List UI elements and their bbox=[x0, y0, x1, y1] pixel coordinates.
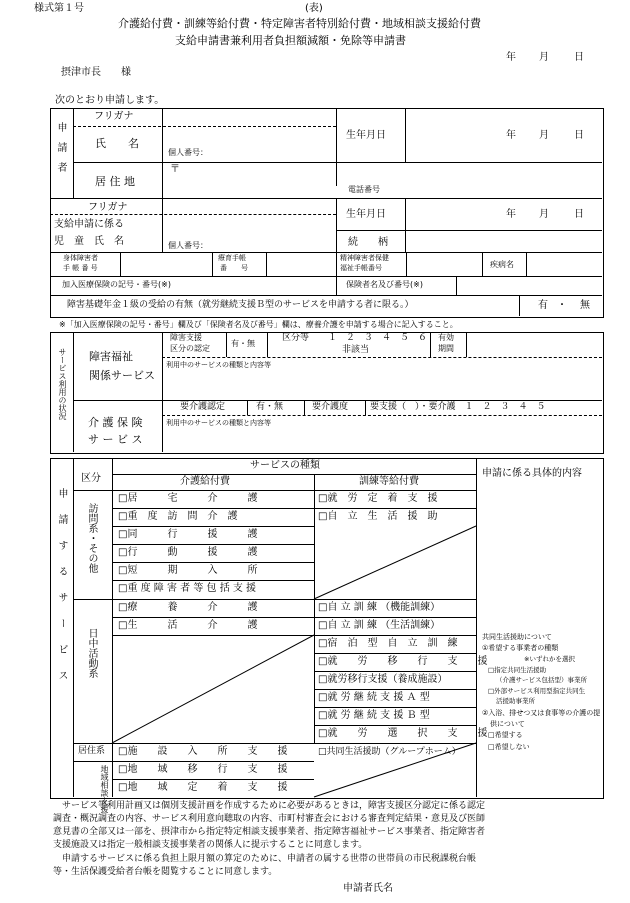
applicant-personal-no-label: 個人番号： bbox=[168, 148, 208, 157]
support-cert-label-2: 区分の認定 bbox=[170, 344, 210, 353]
child-birth-label: 生年月日 bbox=[346, 209, 386, 220]
kaigo-label-2: サ ー ビ ス bbox=[88, 433, 143, 446]
applicant-birth-day: 日 bbox=[574, 130, 584, 141]
consent-p1-line3: 意見書の全部又は一部を、摂津市から指定特定相談支援事業者、指定障害福祉サービス事業者、指定障害者 bbox=[53, 827, 486, 837]
child-personal-no-label: 個人番号： bbox=[168, 241, 208, 250]
service-checkbox-shuro-iko-yosei[interactable]: □ 就労移行支援（養成施設） bbox=[318, 675, 447, 685]
applicant-section-label: 申請者 bbox=[55, 122, 66, 182]
day-category-label: 日中活動系 bbox=[86, 628, 97, 678]
ryoiku-cert-label-2: 番 号 bbox=[220, 264, 248, 272]
detail-option-b-2: 活援助事業所 bbox=[496, 697, 535, 705]
services-side-label: 申請するサービス bbox=[56, 488, 67, 696]
pension-dot: ・ bbox=[557, 300, 567, 311]
pension-no: 無 bbox=[580, 300, 590, 311]
service-checkbox-seikatsu[interactable]: □ 生 活 介 護 bbox=[118, 621, 257, 631]
types-header: サービスの種類 bbox=[250, 460, 320, 471]
ryoiku-cert-label-1: 療育手帳 bbox=[218, 254, 246, 262]
postal-mark: 〒 bbox=[170, 164, 180, 175]
applicant-birth-year: 年 bbox=[506, 130, 516, 141]
support-cert-label-1: 障害支援 bbox=[170, 333, 202, 342]
support-cert-yes-no: 有・無 bbox=[231, 339, 255, 348]
care-cert-yes-no: 有・無 bbox=[256, 402, 284, 412]
welfare-label-1: 障害福祉 bbox=[89, 350, 133, 363]
side-label: (表) bbox=[305, 3, 323, 14]
service-checkbox-seikatsu-kunren[interactable]: □ 自 立 訓 練 （生活訓練） bbox=[318, 621, 440, 631]
child-relation-label: 続 柄 bbox=[348, 237, 388, 248]
kunren-header: 訓練等給付費 bbox=[359, 476, 419, 487]
care-level-label: 要介護度 bbox=[312, 402, 349, 412]
pension-yes: 有 bbox=[538, 300, 548, 311]
usage-side-label: サービス利用の状況 bbox=[58, 348, 67, 420]
insurer-label: 保険者名及び番号(※) bbox=[346, 280, 423, 289]
detail-item-1-note: ※いずれかを選択 bbox=[524, 655, 575, 663]
in-use-label-1: 利用中のサービスの種類と内容等 bbox=[166, 361, 271, 369]
detail-item-2: ②入浴、排せつ又は食事等の介護の提 bbox=[482, 709, 601, 717]
addressee: 摂津市長 様 bbox=[61, 67, 131, 78]
intro-text: 次のとおり申請します。 bbox=[55, 95, 165, 106]
care-cert-label: 要介護認定 bbox=[180, 402, 226, 412]
live-category-label: 居住系 bbox=[78, 746, 106, 756]
applicant-address-label: 居 住 地 bbox=[95, 175, 135, 188]
class-label: 区分等 bbox=[282, 333, 310, 343]
child-birth-day: 日 bbox=[574, 209, 584, 220]
detail-title: 共同生活援助について bbox=[482, 633, 552, 641]
class-values: １ ２ ３ ４ ５ ６ bbox=[328, 333, 428, 343]
service-checkbox-jiritsu-seikatsu[interactable]: □ 自 立 生 活 援 助 bbox=[318, 512, 437, 522]
child-birth-month: 月 bbox=[539, 209, 549, 220]
service-checkbox-keizoku-b[interactable]: □ 就 労 継 続 支 援 Ｂ 型 bbox=[318, 711, 430, 721]
in-use-label-2: 利用中のサービスの種類と内容等 bbox=[166, 419, 271, 427]
form-title-line2: 支給申請書兼利用者負担額減額・免除等申請書 bbox=[175, 34, 406, 47]
service-checkbox-ryoyo[interactable]: □ 療 養 介 護 bbox=[118, 603, 257, 613]
medical-ins-label: 加入医療保険の記号・番号(※) bbox=[62, 280, 171, 289]
applicant-furigana-label: フリガナ bbox=[94, 111, 134, 122]
detail-option-a-2: （介護サービス包括型）事業所 bbox=[496, 676, 587, 684]
service-checkbox-judo-homon[interactable]: □ 重 度 訪 問 介 護 bbox=[118, 512, 237, 522]
kaigo-label-1: 介 護 保 険 bbox=[88, 416, 143, 429]
community-category-label: 地域相談支援 bbox=[100, 765, 109, 813]
validity-label-2: 期間 bbox=[438, 344, 454, 353]
applicant-name-label: 氏 名 bbox=[95, 137, 139, 150]
phone-label: 電話番号 bbox=[348, 185, 380, 194]
date-day: 日 bbox=[574, 52, 584, 63]
child-birth-year: 年 bbox=[506, 209, 516, 220]
service-checkbox-shuro-iko[interactable]: □ 就 労 移 行 支 援 bbox=[318, 657, 487, 667]
consent-p2-line1: 申請するサービスに係る負担上限月額の算定のために、申請者の属する世帯の世帯員の市民税課税台帳 bbox=[62, 854, 477, 864]
physical-cert-label-1: 身体障害者 bbox=[63, 254, 98, 262]
service-checkbox-teichaku[interactable]: □ 地 域 定 着 支 援 bbox=[118, 783, 287, 793]
welfare-label-2: 関係サービス bbox=[89, 369, 155, 382]
service-checkbox-kodo[interactable]: □ 行 動 援 護 bbox=[118, 548, 257, 558]
detail-item-2-b: 供について bbox=[490, 720, 525, 728]
kubun-label: 区分 bbox=[81, 473, 101, 484]
applicant-birth-month: 月 bbox=[539, 130, 549, 141]
detail-item-1: ①希望する事業者の種類 bbox=[482, 644, 559, 652]
date-year: 年 bbox=[506, 52, 516, 63]
kaigo-header: 介護給付費 bbox=[180, 476, 230, 487]
signature-label: 申請者氏名 bbox=[343, 883, 393, 894]
service-checkbox-kyotaku[interactable]: □ 居 宅 介 護 bbox=[118, 494, 257, 504]
service-checkbox-shuro-sentaku[interactable]: □ 就 労 選 択 支 援 bbox=[318, 729, 487, 739]
service-checkbox-shuro-teichaku[interactable]: □ 就 労 定 着 支 援 bbox=[318, 494, 437, 504]
consent-p1-line2: 調査・概況調査の内容、サービス利用意向聴取の内容、市町村審査会における審査判定結果・意見及び医師 bbox=[53, 814, 486, 824]
service-checkbox-keizoku-a[interactable]: □ 就 労 継 続 支 援 Ａ 型 bbox=[318, 693, 430, 703]
service-checkbox-hokatsu[interactable]: □ 重 度 障 害 者 等 包 括 支 援 bbox=[118, 584, 256, 594]
service-checkbox-doko[interactable]: □ 同 行 援 護 bbox=[118, 530, 257, 540]
child-furigana-label: フリガナ bbox=[88, 202, 128, 213]
form-number: 様式第１号 bbox=[34, 3, 84, 14]
consent-p2-line2: 等・生活保護受給者台帳を閲覧することに同意します。 bbox=[53, 867, 278, 877]
not-applicable-label: 非該当 bbox=[342, 345, 370, 355]
detail-want-checkbox[interactable]: □ 希望する bbox=[488, 732, 523, 739]
content-header: 申請に係る具体的内容 bbox=[482, 468, 582, 479]
date-month: 月 bbox=[539, 52, 549, 63]
detail-option-b[interactable]: □ 外部サービス利用型指定共同生 bbox=[488, 688, 585, 695]
mental-cert-label-1: 精神障害者保健 bbox=[340, 254, 389, 262]
physical-cert-label-2: 手 帳 番 号 bbox=[63, 264, 98, 272]
disease-label: 疾病名 bbox=[490, 260, 514, 269]
service-checkbox-shisetsu[interactable]: □ 施 設 入 所 支 援 bbox=[118, 747, 287, 757]
service-checkbox-kino-kunren[interactable]: □ 自 立 訓 練 （機能訓練） bbox=[318, 603, 440, 613]
child-label-1: 支給申請に係る bbox=[54, 219, 124, 230]
validity-label-1: 有効 bbox=[438, 333, 454, 342]
detail-no-want-checkbox[interactable]: □ 希望しない bbox=[488, 744, 530, 751]
visit-category-label: 訪問系・その他 bbox=[86, 503, 97, 573]
service-checkbox-tanki[interactable]: □ 短 期 入 所 bbox=[118, 566, 257, 576]
support-level-values: 要支援（ ）・要介護 １ ２ ３ ４ ５ bbox=[370, 402, 546, 412]
pension-text: 障害基礎年金１級の受給の有無（就労継続支援Ｂ型のサービスを申請する者に限る。） bbox=[67, 300, 414, 310]
consent-p1-line4: 支援施設又は指定一般相談支援事業者の関係人に提示することに同意します。 bbox=[53, 840, 368, 850]
consent-p1-line1: サービス等利用計画又は個別支援計画を作成するために必要があるときは，障害支援区分認定に係る認定 bbox=[62, 801, 486, 811]
service-checkbox-shukuhaku[interactable]: □ 宿 泊 型 自 立 訓 練 bbox=[318, 639, 457, 649]
applicant-birth-label: 生年月日 bbox=[346, 130, 386, 141]
detail-option-a[interactable]: □ 指定共同生活援助 bbox=[488, 667, 546, 674]
form-title-line1: 介護給付費・訓練等給付費・特定障害者特別給付費・地域相談支援給付費 bbox=[118, 17, 481, 30]
child-label-2: 児 童 氏 名 bbox=[54, 236, 124, 247]
insurance-note: ※「加入医療保険の記号・番号」欄及び「保険者名及び番号」欄は、療養介護を申請する場合に記入すること。 bbox=[59, 320, 458, 329]
service-checkbox-ikou[interactable]: □ 地 域 移 行 支 援 bbox=[118, 765, 287, 775]
service-checkbox-group-home[interactable]: □ 共同生活援助（グループホーム） bbox=[318, 748, 461, 757]
mental-cert-label-2: 福祉手帳番号 bbox=[340, 264, 382, 272]
